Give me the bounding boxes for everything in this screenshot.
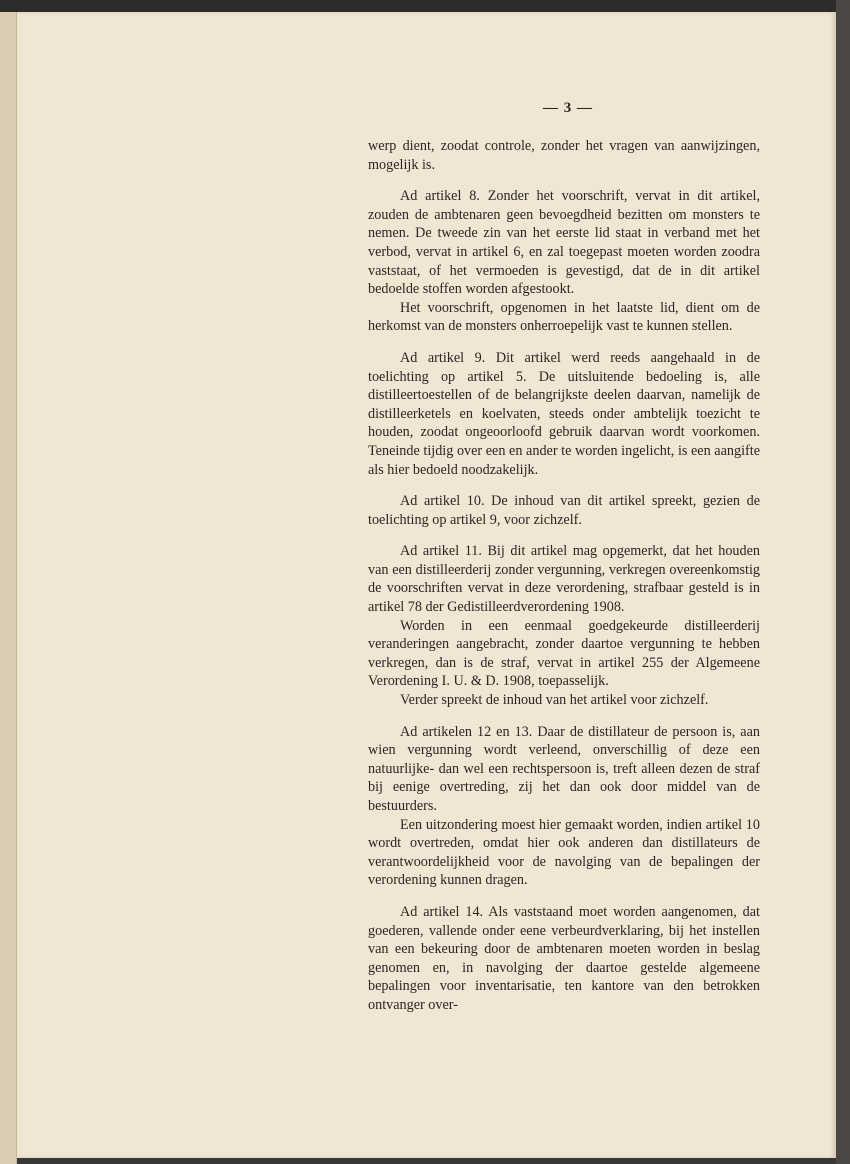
paragraph-article-11: Ad artikel 11. Bij dit artikel mag opgemerkt, dat het houden van een distilleerderij zonder vergunning, verkregen overeenkomstig de voorschriften vervat in deze verordening, strafbaar gesteld is in artikel 78 der Gedistilleerdverordening 1908. bbox=[368, 543, 760, 616]
scan-left-page-edge bbox=[0, 12, 17, 1164]
paragraph-article-8-last-lid: Het voorschrift, opgenomen in het laatste lid, dient om de herkomst van de monsters onherroepelijk vast te kunnen stellen. bbox=[368, 299, 760, 335]
paragraph-article-11-changes: Worden in een eenmaal goedgekeurde distilleerderij veranderingen aangebracht, zonder daartoe vergunning te hebben verkregen, dan is de straf, vervat in artikel 255 der Algemeene Verordening I. U. & D. 1908, toepasselijk. bbox=[368, 617, 760, 690]
paragraph-articles-12-13-exception: Een uitzondering moest hier gemaakt worden, indien artikel 10 wordt overtreden, omdat hier ook anderen dan distillateurs de verantwoordelijkheid voor de navolging van de bepalingen der verordening kunnen dragen. bbox=[368, 816, 760, 889]
paragraph-article-9: Ad artikel 9. Dit artikel werd reeds aangehaald in de toelichting op artikel 5. De uitsluitende bedoeling is, alle distilleertoestellen of de belangrijkste deelen daarvan, namelijk de distilleerketels en koelvaten, steeds onder ambtelijk toezicht te houden, zoodat ongeoorloofd gebruik daarvan wordt voorkomen. Teneinde tijdig over een en ander te worden ingelicht, is een aangifte als hier bedoeld noodzakelijk. bbox=[368, 349, 760, 478]
paragraph-article-8: Ad artikel 8. Zonder het voorschrift, vervat in dit artikel, zouden de ambtenaren geen bevoegdheid bezitten om monsters te nemen. De tweede zin van het eerste lid staat in verband met het verbod, vervat in artikel 6, en zal toegepast moeten worden zoodra vaststaat, of het vermoeden is gevestigd, dat de in dit artikel bedoelde stoffen worden afgestookt. bbox=[368, 188, 760, 298]
paragraph-continuation: werp dient, zoodat controle, zonder het vragen van aanwijzingen, mogelijk is. bbox=[368, 138, 760, 173]
body-text bbox=[368, 137, 760, 1015]
paragraph-article-14: Ad artikel 14. Als vaststaand moet worden aangenomen, dat goederen, vallende onder eene verbeurdverklaring, bij het instellen van een bekeuring door de ambtenaren moeten worden in beslag genomen en, in navolging der daartoe gestelde algemeene bepalingen voor inventarisatie, ten kantore van den betrokken ontvanger over- bbox=[368, 903, 760, 1013]
paragraph-article-11-rest: Verder spreekt de inhoud van het artikel voor zichzelf. bbox=[400, 692, 709, 709]
paragraph-articles-12-13: Ad artikelen 12 en 13. Daar de distillateur de persoon is, aan wien vergunning wordt verleend, onverschillig of deze een natuurlijke- dan wel een rechtspersoon is, treft alleen dezen de straf bij eenige overtreding, zij het dan ook door middel van de bestuurders. bbox=[368, 723, 760, 814]
scan-top-border bbox=[0, 0, 850, 12]
page-number: — 3 — bbox=[543, 100, 593, 116]
paragraph-article-10: Ad artikel 10. De inhoud van dit artikel spreekt, gezien de toelichting op artikel 9, voor zichzelf. bbox=[368, 493, 760, 528]
scan-right-border bbox=[836, 0, 850, 1164]
